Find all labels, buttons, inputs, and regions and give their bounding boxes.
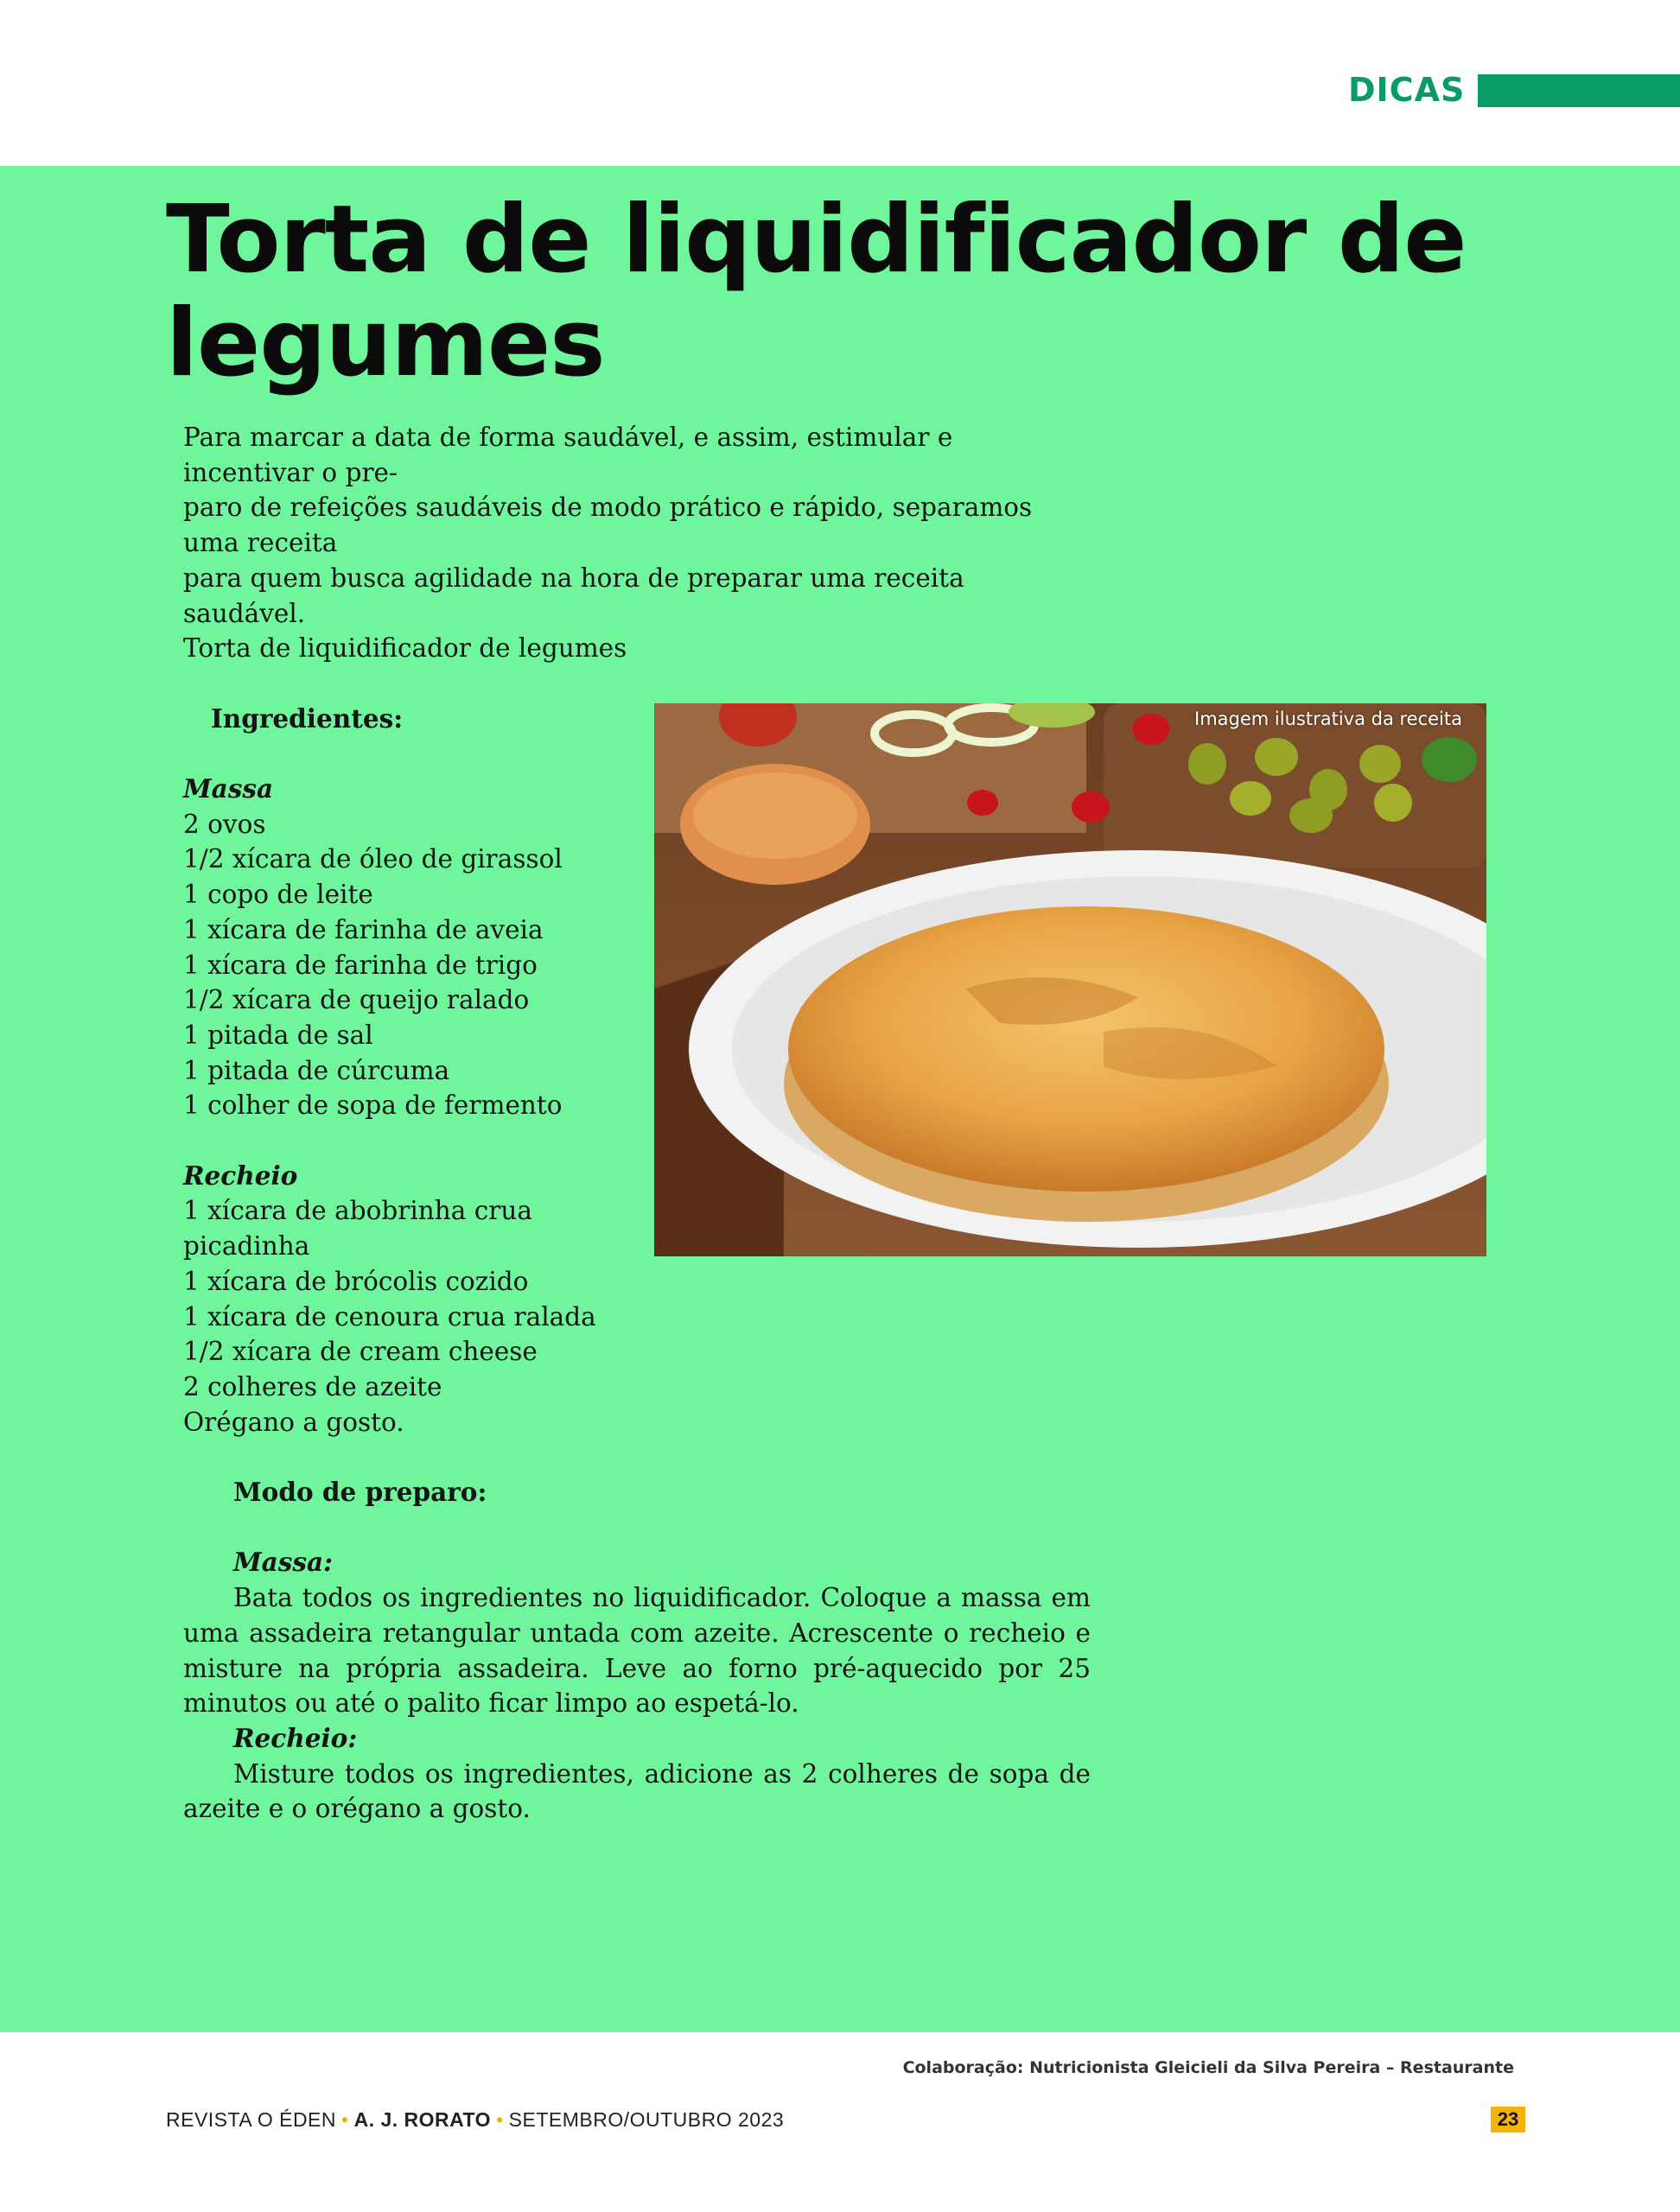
list-item: 1 copo de leite <box>183 880 373 910</box>
list-item: 1 colher de sopa de fermento <box>183 1090 563 1121</box>
list-item: 1/2 xícara de queijo ralado <box>183 985 530 1015</box>
list-item: 2 ovos <box>183 809 266 839</box>
footer <box>166 2108 784 2132</box>
photo-caption: Imagem ilustrativa da receita <box>1194 709 1462 729</box>
intro-line: Para marcar a data de forma saudável, e assim, estimular e incentivar o pre- <box>183 423 953 487</box>
list-item: 1 xícara de abobrinha crua picadinha <box>183 1196 532 1262</box>
ingredients-list <box>183 772 633 1440</box>
section-tag: DICAS <box>1348 71 1466 109</box>
list-item: 1 xícara de brócolis cozido <box>183 1266 529 1296</box>
separator-dot: • <box>496 2108 504 2131</box>
prep-massa-text: Bata todos os ingredientes no liquidificador. Coloque a massa em uma assadeira retangular untada com azeite. Acrescente o recheio e misture na própria assadeira. Leve ao forno pré-aquecido por 25 minutos ou até o palito ficar limpo ao espetá-lo. <box>183 1583 1091 1719</box>
separator-dot: • <box>341 2108 349 2131</box>
list-item: 1 xícara de cenoura crua ralada <box>183 1301 596 1332</box>
magazine-name: REVISTA O ÉDEN <box>166 2108 337 2131</box>
list-item: Orégano a gosto. <box>183 1407 404 1437</box>
list-item: 1/2 xícara de cream cheese <box>183 1337 538 1367</box>
recheio-title: Recheio <box>183 1160 298 1191</box>
preparation-heading: Modo de preparo: <box>233 1477 487 1508</box>
pie-illustration <box>654 703 1486 1256</box>
credit-line: Colaboração: Nutricionista Gleicieli da Silva Pereira – Restaurante <box>902 2058 1514 2077</box>
intro-line: paro de refeições saudáveis de modo prático e rápido, separamos uma receita <box>183 493 1033 558</box>
list-item: 1 pitada de cúrcuma <box>183 1055 450 1085</box>
prep-massa-title: Massa: <box>233 1547 333 1578</box>
section-bar <box>1478 74 1680 107</box>
ingredients-heading: Ingredientes: <box>211 702 404 734</box>
massa-title: Massa <box>183 773 274 804</box>
list-item: 1 xícara de farinha de aveia <box>183 914 544 944</box>
author-name: A. J. RORATO <box>353 2108 492 2131</box>
list-item: 1/2 xícara de óleo de girassol <box>183 844 563 874</box>
list-item: 1 xícara de farinha de trigo <box>183 950 538 980</box>
list-item: 2 colheres de azeite <box>183 1371 442 1402</box>
list-item: 1 pitada de sal <box>183 1020 373 1050</box>
recipe-photo <box>654 703 1486 1256</box>
intro-line: Torta de liquidificador de legumes <box>183 633 627 664</box>
issue-date: SETEMBRO/OUTUBRO 2023 <box>508 2108 785 2131</box>
prep-recheio-text: Misture todos os ingredientes, adicione as 2 colheres de sopa de azeite e o orégano a gosto. <box>183 1758 1091 1824</box>
page-number: 23 <box>1491 2107 1525 2133</box>
prep-recheio-title: Recheio: <box>233 1722 358 1753</box>
intro-line: para quem busca agilidade na hora de preparar uma receita saudável. <box>183 563 964 628</box>
page-title: Torta de liquidificador de legumes <box>166 186 1467 397</box>
